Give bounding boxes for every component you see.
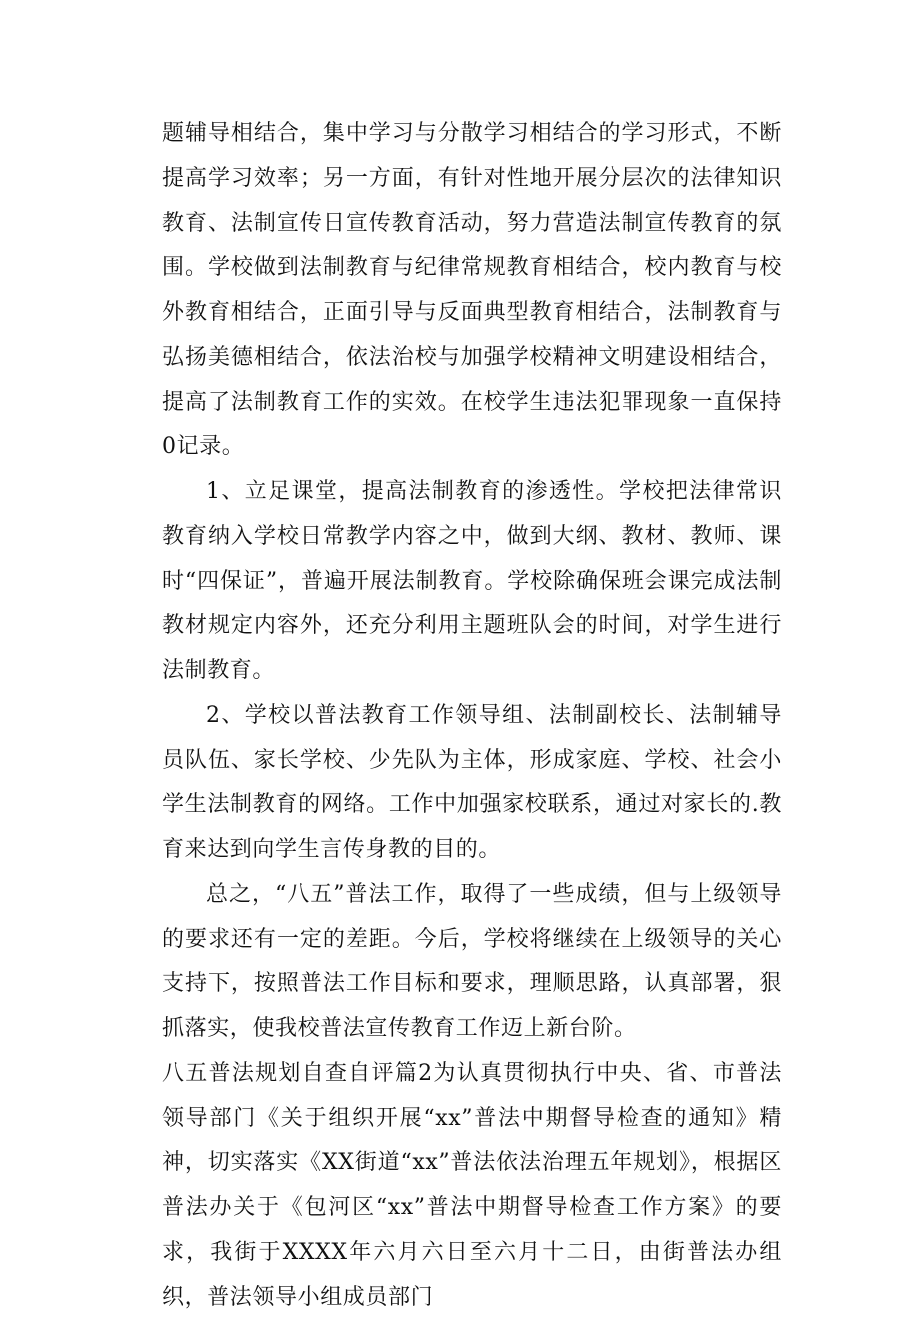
- paragraph-4: 总之，“八五”普法工作，取得了一些成绩，但与上级领导的要求还有一定的差距。今后，学校将继续在上级领导的关心支持下，按照普法工作目标和要求，理顺思路，认真部署，狠抓落实，使我校普法宣传教育工作迈上新台阶。: [162, 881, 782, 1041]
- paragraph-2: 1、立足课堂，提高法制教育的渗透性。学校把法律常识教育纳入学校日常教学内容之中，做到大纲、教材、教师、课时“四保证”，普遍开展法制教育。学校除确保班会课完成法制教材规定内容外，还充分利用主题班队会的时间，对学生进行法制教育。: [162, 479, 782, 683]
- paragraph-1: 题辅导相结合，集中学习与分散学习相结合的学习形式，不断提高学习效率；另一方面，有针对性地开展分层次的法律知识教育、法制宣传日宣传教育活动，努力营造法制宣传教育的氛围。学校做到法制教育与纪律常规教育相结合，校内教育与校外教育相结合，正面引导与反面典型教育相结合，法制教育与弘扬美德相结合，依法治校与加强学校精神文明建设相结合，提高了法制教育工作的实效。在校学生违法犯罪现象一直保持0记录。: [162, 121, 782, 460]
- document-body: [162, 112, 782, 1320]
- paragraph-5: 八五普法规划自查自评篇2为认真贯彻执行中央、省、市普法领导部门《关于组织开展“xx”普法中期督导检查的通知》精神，切实落实《XX街道“xx”普法依法治理五年规划》，根据区普法办关于《包河区“xx”普法中期督导检查工作方案》的要求，我街于XXXX年六月六日至六月十二日，由街普法办组织，普法领导小组成员部门: [162, 1060, 782, 1310]
- paragraph-3: 2、学校以普法教育工作领导组、法制副校长、法制辅导员队伍、家长学校、少先队为主体，形成家庭、学校、社会小学生法制教育的网络。工作中加强家校联系，通过对家长的.教育来达到向学生言传身教的目的。: [162, 702, 782, 862]
